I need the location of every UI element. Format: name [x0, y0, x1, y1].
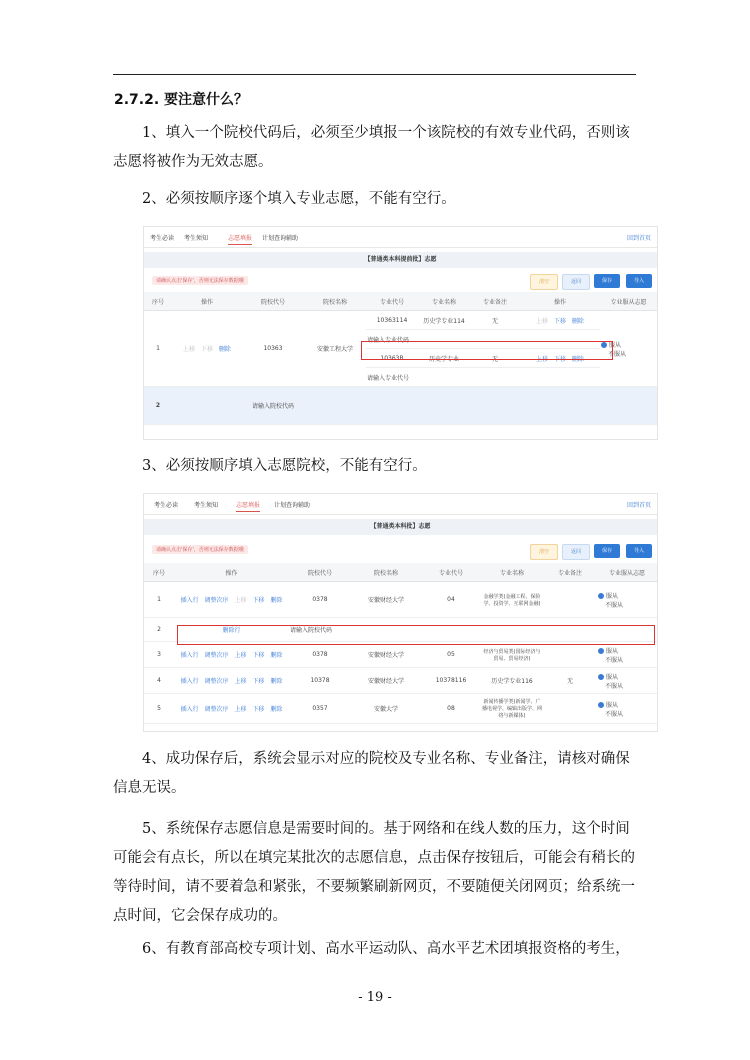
save-warning: 请确认点击'保存'，否则无法保存数据哦: [152, 545, 248, 554]
paragraph-4-text: 4、成功保存后，系统会显示对应的院校及专业名称、专业备注，请核对确保信息无误。: [113, 751, 630, 796]
col-major-code: 专业代号: [366, 292, 418, 311]
obey-option[interactable]: 服从: [601, 340, 656, 349]
adjust-order-link[interactable]: 调整次序: [204, 597, 229, 604]
col-major-name: 专业名称: [481, 563, 543, 582]
major-code[interactable]: 10363B: [366, 349, 418, 368]
col-major-note: 专业备注: [543, 563, 597, 582]
tab-fill[interactable]: 志愿填报: [228, 233, 252, 245]
col-seq: 序号: [144, 563, 174, 582]
paragraph-6-text: 6、有教育部高校专项计划、高水平运动队、高水平艺术团填报资格的考生，: [142, 941, 630, 957]
obey-options: 服从 不服从: [597, 694, 657, 724]
school-code[interactable]: 10378: [289, 668, 351, 694]
major-code[interactable]: 10363114: [366, 311, 418, 330]
paragraph-2: [113, 185, 638, 214]
major-note: [543, 582, 597, 618]
col-school-code: 院校代号: [242, 292, 304, 311]
major-code[interactable]: 04: [421, 582, 481, 618]
obey-options: [597, 582, 657, 618]
batch-banner: 【普通类本科批】志愿: [144, 519, 657, 535]
paragraph-5: [113, 815, 638, 931]
major-note: [543, 642, 597, 668]
school-code[interactable]: 0357: [289, 694, 351, 724]
paragraph-1-text: 1、填入一个院校代码后，必须至少填报一个该院校的有效专业代码，否则该志愿将被作为无效志愿。: [113, 125, 630, 170]
save-button[interactable]: 保存: [594, 274, 620, 288]
toolbar: [144, 535, 657, 563]
col-op: 操作: [174, 563, 289, 582]
obey-option[interactable]: 服从: [598, 591, 656, 600]
radio-checked-icon: [598, 648, 604, 654]
delete-row-link[interactable]: 删除行: [222, 627, 241, 634]
paragraph-6: [113, 935, 638, 964]
major-name: 经济与贸易类(国际经济与贸易、贸易经济): [481, 642, 543, 668]
radio-checked-icon: [598, 702, 604, 708]
not-obey-option[interactable]: 不服从: [608, 350, 627, 358]
major-down-link[interactable]: 下移: [553, 317, 566, 325]
school-code[interactable]: 0378: [289, 642, 351, 668]
row-ops: 插入行 调整次序 上移 下移 删除: [174, 694, 289, 724]
save-button[interactable]: 保存: [594, 544, 620, 558]
page-number: - 19 -: [358, 990, 392, 1005]
tab-notice[interactable]: 考生须知: [184, 235, 209, 242]
col-school-name: 院校名称: [351, 563, 421, 582]
move-down-link[interactable]: 下移: [200, 346, 213, 353]
tab-must-read[interactable]: 考生必读: [154, 502, 179, 509]
move-up-link[interactable]: 上移: [234, 597, 247, 604]
home-link[interactable]: 回到首页: [626, 235, 651, 242]
major-ops: [520, 311, 600, 330]
save-warning: 请确认点击'保存'，否则无法保存数据哦: [152, 276, 248, 285]
radio-checked-icon: [598, 674, 604, 680]
table-row: 1 插入行 调整次序 上移 下移 删除 0378 安徽财经大学 04 金融学类(金融工程、保险学、投资学、互联网金融) 服从 不服从: [144, 582, 657, 618]
major-name: 历史学专业114: [418, 311, 470, 330]
back-button[interactable]: 返回: [562, 274, 590, 290]
section-heading: 2.7.2. 要注意什么？: [114, 92, 249, 108]
major-name: 历史学专业116: [481, 668, 543, 694]
highlight-empty-major-row: [361, 341, 613, 360]
insert-row-link[interactable]: 插入行: [180, 597, 199, 604]
delete-link[interactable]: 删除: [270, 597, 283, 604]
col-school-name: 院校名称: [304, 292, 366, 311]
back-button[interactable]: 返回: [562, 544, 590, 560]
import-button[interactable]: 导入: [626, 274, 652, 288]
school-name: 安徽财经大学: [351, 582, 421, 618]
paragraph-5-text: 5、系统保存志愿信息是需要时间的。基于网络和在线人数的压力，这个时间可能会有点长，所以在填完某批次的志愿信息，点击保存按钮后，可能会有稍长的等待时间，请不要着急和紧张，不要频繁刷新网页，不要随便关闭网页；给系统一点时间，它会保存成功的。: [113, 821, 635, 924]
school-code-input[interactable]: 请输入院校代码: [242, 387, 304, 425]
table-row: 4 插入行 调整次序 上移 下移 删除 10378 安徽财经大学 10378116 历史学专业116 无 服从 不服从: [144, 668, 657, 694]
batch-banner: 【普通类本科提前批】志愿: [144, 252, 657, 268]
col-major-op: 操作: [520, 292, 600, 311]
row-ops: 插入行 调整次序 上移 下移 删除: [174, 642, 289, 668]
col-obey: 专业服从志愿: [600, 292, 657, 311]
tab-bar: [144, 494, 657, 515]
row-seq: 1: [144, 311, 172, 387]
major-name: 新闻传播学类(新闻学、广播电视学、编辑出版学、网络与新媒体): [481, 694, 543, 724]
major-code-input[interactable]: 请输入专业代号: [366, 368, 418, 387]
major-note: 无: [543, 668, 597, 694]
major-ops: 上移 下移 删除: [520, 349, 600, 368]
col-major-name: 专业名称: [418, 292, 470, 311]
school-code[interactable]: 10363: [242, 311, 304, 387]
col-major-note: 专业备注: [470, 292, 520, 311]
tab-must-read[interactable]: 考生必读: [150, 235, 175, 242]
clear-button[interactable]: 清空: [530, 544, 558, 560]
school-name: 安徽工程大学: [304, 311, 366, 387]
table-row: 2 删除行 请输入院校代码: [144, 618, 657, 642]
table-header: [144, 292, 657, 311]
major-code-input[interactable]: 请输入专业代码: [366, 330, 418, 349]
highlight-empty-school-row: [177, 625, 655, 645]
row-seq: 2: [144, 387, 172, 425]
major-name: 金融学类(金融工程、保险学、投资学、互联网金融): [481, 582, 543, 618]
paragraph-3-text: 3、必须按顺序填入志愿院校，不能有空行。: [142, 458, 427, 474]
school-code-input[interactable]: 请输入院校代码: [289, 618, 421, 642]
home-link[interactable]: 回到首页: [626, 502, 651, 509]
obey-options: 服从 不服从: [597, 668, 657, 694]
major-note: 无: [470, 349, 520, 368]
header-rule: [113, 74, 636, 75]
school-name: 安徽财经大学: [351, 642, 421, 668]
paragraph-3: [113, 452, 638, 481]
clear-button[interactable]: 清空: [530, 274, 558, 290]
tab-plan-query[interactable]: 计划查询辅助: [274, 502, 311, 509]
screenshot-early-batch: [143, 226, 658, 440]
table-header: [144, 563, 657, 582]
major-name: 历史学专业: [418, 349, 470, 368]
major-code[interactable]: 10378116: [421, 668, 481, 694]
school-name: 安徽财经大学: [351, 668, 421, 694]
table-row: [144, 311, 657, 330]
school-name: 安徽大学: [351, 694, 421, 724]
major-up-link[interactable]: 上移: [536, 317, 549, 325]
col-seq: 序号: [144, 292, 172, 311]
tab-notice[interactable]: 考生须知: [194, 502, 219, 509]
move-up-link[interactable]: 上移: [183, 346, 196, 353]
col-major-code: 专业代号: [421, 563, 481, 582]
paragraph-2-text: 2、必须按顺序逐个填入专业志愿，不能有空行。: [142, 191, 456, 207]
table-row: [144, 387, 657, 425]
screenshot-regular-batch: [143, 493, 658, 732]
school-code[interactable]: 0378: [289, 582, 351, 618]
col-op: 操作: [172, 292, 242, 311]
major-delete-link[interactable]: 删除: [571, 317, 584, 325]
major-note: [543, 694, 597, 724]
tab-bar: [144, 227, 657, 248]
col-obey: 专业服从志愿: [597, 563, 657, 582]
tab-plan-query[interactable]: 计划查询辅助: [262, 235, 299, 242]
toolbar: [144, 268, 657, 292]
paragraph-1: [113, 119, 638, 177]
col-school-code: 院校代号: [289, 563, 351, 582]
tab-fill[interactable]: 志愿填报: [236, 500, 260, 512]
move-down-link[interactable]: 下移: [252, 597, 265, 604]
major-code[interactable]: 05: [421, 642, 481, 668]
table-row: 3 插入行 调整次序 上移 下移 删除 0378 安徽财经大学 05 经济与贸易类(国际经济与贸易、贸易经济) 服从 不服从: [144, 642, 657, 668]
major-note: 无: [470, 311, 520, 330]
table-row: 5 插入行 调整次序 上移 下移 删除 0357 安徽大学 08 新闻传播学类(新闻学、广播电视学、编辑出版学、网络与新媒体) 服从 不服从: [144, 694, 657, 724]
radio-checked-icon: [598, 593, 604, 599]
obey-options: 服从 不服从: [597, 642, 657, 668]
row-ops: [172, 311, 242, 387]
not-obey-option[interactable]: 不服从: [605, 601, 624, 609]
paragraph-4: [113, 745, 638, 803]
row-ops: [174, 582, 289, 618]
major-code[interactable]: 08: [421, 694, 481, 724]
row-ops: 插入行 调整次序 上移 下移 删除: [174, 668, 289, 694]
delete-link[interactable]: 删除: [218, 346, 231, 353]
import-button[interactable]: 导入: [626, 544, 652, 558]
